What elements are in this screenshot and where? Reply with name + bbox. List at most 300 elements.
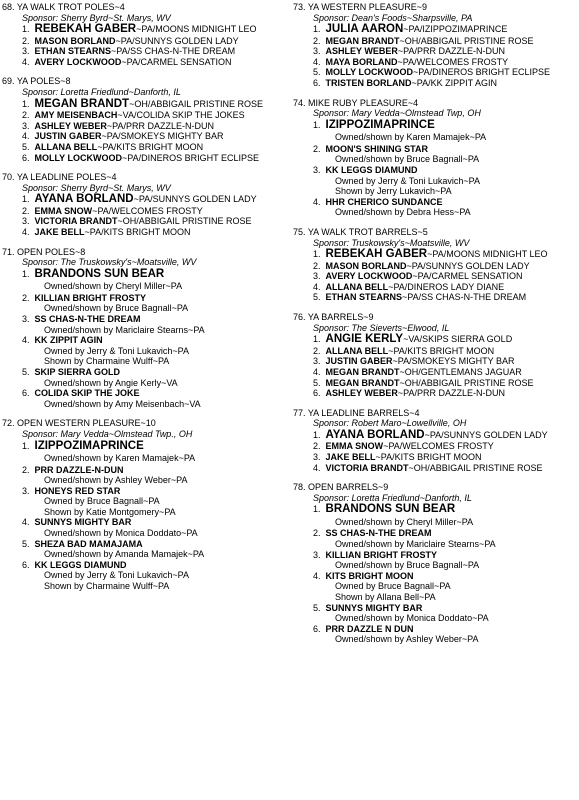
entry-owner-detail: Shown by Charmaine Wulff~PA — [44, 356, 170, 367]
placing-line — [2, 335, 290, 346]
placing-item — [2, 206, 290, 217]
placing-list — [293, 248, 577, 303]
placing-line — [293, 356, 577, 367]
entry-name: SHEZA BAD MAMAJAMA — [34, 538, 143, 549]
entry-name: IZIPPOZIMAPRINCE — [34, 439, 144, 452]
placing-line — [293, 346, 577, 357]
class-title: 77. YA LEADLINE BARRELS~4 — [293, 407, 420, 418]
placing-item — [2, 121, 290, 132]
placing-line — [2, 465, 290, 476]
placing-line — [2, 98, 290, 111]
class-sponsor: Sponsor: The Truskowsky's~Moatsville, WV — [22, 257, 197, 268]
placing-list — [2, 23, 290, 67]
placing-line — [293, 119, 577, 132]
class-sponsor: Sponsor: Mary Vedda~Olmstead Twp, OH — [313, 108, 481, 119]
entry-horse: ~PA/MOONS MIDNIGHT LEO — [136, 24, 257, 35]
placing-number: 3. — [313, 356, 321, 367]
class-result — [2, 418, 290, 591]
entry-name: KK LEGGS DIAMUND — [34, 559, 127, 570]
placing-line — [2, 110, 290, 121]
entry-name: HHR CHERICO SUNDANCE — [325, 196, 443, 207]
placing-list — [2, 193, 290, 237]
class-sponsor: Sponsor: Sherry Byrd~St. Marys, WV — [22, 182, 171, 193]
placing-number: 2. — [22, 292, 30, 303]
placing-line — [293, 144, 577, 155]
placing-number: 4. — [22, 335, 30, 346]
placing-number: 6. — [22, 388, 30, 399]
placing-number: 5. — [313, 67, 321, 78]
placing-number: 4. — [22, 56, 30, 67]
entry-owner-detail: Shown by Allana Bell~PA — [335, 591, 436, 602]
class-title: 69. YA POLES~8 — [2, 76, 71, 87]
placing-number: 2. — [22, 205, 30, 216]
entry-owner-detail: Shown by Katie Montgomery~PA — [44, 506, 176, 517]
entry-name: KILLIAN BRIGHT FROSTY — [325, 549, 438, 560]
placing-list — [293, 429, 577, 473]
placing-item — [293, 624, 577, 645]
results-column-left — [2, 2, 290, 601]
placing-item — [2, 486, 290, 518]
class-sponsor: Sponsor: Robert Maro~Lowellville, OH — [313, 418, 467, 429]
placing-line — [293, 292, 577, 303]
placing-line — [293, 503, 577, 516]
placing-item — [293, 23, 577, 36]
placing-line — [293, 528, 577, 539]
placing-number: 4. — [22, 227, 30, 237]
placing-item — [293, 429, 577, 442]
entry-horse: ~VA/SKIPS SIERRA GOLD — [403, 334, 513, 345]
class-result — [293, 2, 577, 89]
entry-name: ETHAN STEARNS — [325, 292, 403, 303]
entry-owner-detail: Owned/shown by Cheryl Miller~PA — [44, 281, 183, 292]
entry-horse: ~PA/CARMEL SENSATION — [121, 56, 232, 67]
placing-item — [2, 153, 290, 164]
placing-item — [2, 46, 290, 57]
placing-number: 1. — [313, 24, 321, 35]
entry-name: EMMA SNOW — [34, 205, 93, 216]
placing-line — [293, 67, 577, 78]
placing-item — [293, 46, 577, 57]
class-result — [293, 312, 577, 399]
placing-line — [2, 36, 290, 47]
entry-name: SS CHAS-N-THE DREAM — [325, 528, 432, 539]
entry-name: AYANA BORLAND — [325, 428, 425, 441]
placing-number: 2. — [22, 35, 30, 46]
placing-line — [293, 452, 577, 463]
entry-owner-detail: Owned/shown by Karen Mamajek~PA — [335, 132, 487, 143]
placing-line — [293, 248, 577, 261]
placing-item — [2, 193, 290, 206]
class-title: 76. YA BARRELS~9 — [293, 312, 374, 323]
entry-name: MEGAN BRANDT — [325, 35, 400, 46]
placing-list — [293, 333, 577, 398]
placing-item — [2, 142, 290, 153]
entry-name: MOLLY LOCKWOOD — [34, 152, 123, 163]
placing-line — [293, 271, 577, 282]
entry-owner-detail: Owned/shown by Amanda Mamajek~PA — [44, 549, 205, 560]
placing-item — [293, 388, 577, 399]
entry-name: ASHLEY WEBER — [325, 46, 398, 57]
placing-line — [2, 23, 290, 36]
placing-number: 4. — [313, 570, 321, 581]
entry-owner-detail: Owned/shown by Monica Doddato~PA — [335, 613, 489, 624]
entry-owner-detail: Owned/shown by Ashley Weber~PA — [44, 475, 188, 486]
placing-number: 1. — [22, 440, 30, 451]
entry-owner-detail: Owned/shown by Bruce Bagnall~PA — [335, 560, 480, 571]
placing-number: 4. — [313, 366, 321, 377]
placing-item — [2, 560, 290, 592]
entry-name: AVERY LOCKWOOD — [325, 271, 413, 282]
placing-item — [2, 98, 290, 111]
placing-item — [293, 119, 577, 144]
entry-owner-detail: Owned/shown by Bruce Bagnall~PA — [44, 303, 189, 314]
placing-number: 6. — [313, 623, 321, 634]
placing-item — [2, 110, 290, 121]
entry-name: KK ZIPPIT AGIN — [34, 335, 103, 346]
class-result — [2, 76, 290, 163]
entry-name: SKIP SIERRA GOLD — [34, 366, 121, 377]
entry-horse: ~PA/SUNNYS GOLDEN LADY — [115, 35, 239, 46]
placing-item — [293, 333, 577, 346]
class-sponsor: Sponsor: Mary Vedda~Olmstead Twp., OH — [22, 428, 193, 439]
placing-number: 2. — [313, 528, 321, 539]
entry-owner-detail: Owned/shown by Angie Kerly~VA — [44, 377, 178, 388]
placing-number: 1. — [22, 194, 30, 205]
entry-name: ASHLEY WEBER — [34, 120, 107, 131]
placing-number: 3. — [313, 452, 321, 462]
placing-line — [2, 486, 290, 497]
placing-line — [2, 268, 290, 281]
entry-name: ALLANA BELL — [325, 281, 389, 292]
placing-line — [293, 57, 577, 68]
entry-horse: ~PA/SS CHAS-N-THE DREAM — [402, 292, 527, 303]
placing-line — [2, 539, 290, 550]
entry-name: PRR DAZZLE N DUN — [325, 623, 414, 634]
placing-line — [2, 367, 290, 378]
entry-name: ETHAN STEARNS — [34, 46, 112, 57]
entry-name: PRR DAZZLE-N-DUN — [34, 464, 124, 475]
placing-line — [293, 463, 577, 474]
placing-item — [293, 503, 577, 528]
class-sponsor: Sponsor: Loretta Friedlund~Danforth, IL — [313, 492, 472, 503]
placing-number: 3. — [313, 271, 321, 282]
entry-name: MEGAN BRANDT — [325, 377, 400, 388]
entry-name: VICTORIA BRANDT — [34, 216, 118, 227]
class-sponsor: Sponsor: The Sieverts~Elwood, IL — [313, 322, 450, 333]
class-title: 75. YA WALK TROT BARRELS~5 — [293, 227, 428, 237]
class-result — [293, 98, 577, 218]
placing-item — [2, 293, 290, 314]
placing-item — [293, 261, 577, 272]
entry-name: JAKE BELL — [34, 227, 85, 237]
placing-number: 3. — [313, 165, 321, 176]
class-title: 78. OPEN BARRELS~9 — [293, 482, 389, 493]
class-result — [2, 247, 290, 410]
placing-item — [2, 268, 290, 293]
placing-number: 6. — [22, 152, 30, 163]
class-sponsor: Sponsor: Dean's Foods~Sharpsville, PA — [313, 12, 473, 23]
entry-name: BRANDONS SUN BEAR — [325, 503, 456, 516]
placing-number: 4. — [313, 462, 321, 473]
placing-line — [293, 388, 577, 399]
class-title: 70. YA LEADLINE POLES~4 — [2, 172, 117, 183]
placing-number: 4. — [313, 56, 321, 67]
entry-name: JULIA AARON — [325, 23, 404, 36]
placing-item — [293, 78, 577, 89]
placing-line — [293, 78, 577, 89]
entry-horse: ~PA/KITS BRIGHT MOON — [388, 345, 495, 356]
placing-number: 2. — [313, 35, 321, 46]
placing-list — [2, 440, 290, 592]
class-result — [293, 408, 577, 473]
entry-name: AMY MEISENBACH — [34, 110, 118, 121]
placing-number: 2. — [313, 143, 321, 154]
entry-owner-detail: Owned/shown by Amy Meisenbach~VA — [44, 398, 201, 409]
entry-horse: ~PA/DINEROS LADY DIANE — [388, 281, 505, 292]
placing-item — [293, 550, 577, 571]
placing-item — [2, 440, 290, 465]
placing-line — [2, 388, 290, 399]
class-title: 71. OPEN POLES~8 — [2, 246, 86, 257]
placing-item — [293, 165, 577, 197]
entry-horse: ~PA/WELCOMES FROSTY — [92, 205, 203, 216]
placing-list — [2, 268, 290, 410]
placing-line — [293, 603, 577, 614]
entry-owner-detail: Owned/shown by Monica Doddato~PA — [44, 528, 198, 539]
placing-line — [2, 131, 290, 142]
placing-item — [293, 57, 577, 68]
placing-line — [2, 517, 290, 528]
placing-item — [293, 356, 577, 367]
entry-name: REBEKAH GABER — [325, 248, 428, 261]
entry-name: MOON'S SHINING STAR — [325, 143, 428, 154]
entry-name: MASON BORLAND — [34, 35, 116, 46]
entry-horse: ~PA/SMOKEYS MIGHTY BAR — [101, 131, 224, 142]
placing-number: 4. — [22, 131, 30, 142]
entry-name: JUSTIN GABER — [325, 356, 393, 367]
entry-horse: ~PA/KITS BRIGHT MOON — [375, 452, 482, 462]
placing-number: 1. — [313, 429, 321, 440]
entry-name: REBEKAH GABER — [34, 23, 137, 36]
placing-item — [293, 603, 577, 624]
placing-line — [293, 367, 577, 378]
entry-name: VICTORIA BRANDT — [325, 462, 409, 473]
placing-item — [2, 23, 290, 36]
placing-number: 1. — [313, 504, 321, 515]
placing-number: 1. — [313, 249, 321, 260]
placing-item — [2, 131, 290, 142]
placing-number: 6. — [313, 78, 321, 89]
entry-horse: ~OH/ABBIGAIL PRISTINE ROSE — [129, 98, 264, 109]
placing-item — [2, 227, 290, 238]
placing-item — [293, 463, 577, 474]
entry-name: TRISTEN BORLAND — [325, 78, 412, 89]
placing-number: 1. — [22, 24, 30, 35]
placing-number: 6. — [313, 388, 321, 399]
entry-horse: ~OH/ABBIGAIL PRISTINE ROSE — [408, 462, 543, 473]
class-result — [293, 227, 577, 303]
entry-horse: ~OH/ABBIGAIL PRISTINE ROSE — [399, 35, 534, 46]
entry-name: MEGAN BRANDT — [34, 97, 130, 110]
entry-name: JUSTIN GABER — [34, 131, 102, 142]
class-title: 74. MIKE RUBY PLEASURE~4 — [293, 97, 419, 108]
placing-item — [2, 57, 290, 68]
placing-number: 1. — [22, 268, 30, 279]
entry-name: MOLLY LOCKWOOD — [325, 67, 414, 78]
placing-item — [293, 346, 577, 357]
class-title: 72. OPEN WESTERN PLEASURE~10 — [2, 418, 156, 429]
placing-line — [293, 441, 577, 452]
placing-number: 4. — [22, 517, 30, 528]
entry-owner-detail: Owned by Jerry & Toni Lukavich~PA — [335, 175, 480, 186]
placing-number: 2. — [22, 110, 30, 121]
entry-horse: ~PA/SUNNYS GOLDEN LADY — [424, 429, 548, 440]
entry-name: IZIPPOZIMAPRINCE — [325, 118, 435, 131]
entry-horse: ~PA/PRR DAZZLE-N-DUN — [397, 388, 505, 399]
entry-name: AVERY LOCKWOOD — [34, 56, 122, 67]
placing-item — [2, 465, 290, 486]
placing-line — [2, 46, 290, 57]
placing-number: 2. — [313, 260, 321, 271]
entry-owner-detail: Owned/shown by Cheryl Miller~PA — [335, 516, 474, 527]
placing-number: 3. — [22, 216, 30, 227]
placing-line — [293, 378, 577, 389]
placing-item — [293, 441, 577, 452]
entry-horse: ~PA/KK ZIPPIT AGIN — [411, 78, 497, 89]
entry-name: MAYA BORLAND — [325, 56, 398, 67]
entry-owner-detail: Owned by Jerry & Toni Lukavich~PA — [44, 570, 189, 581]
entry-name: KILLIAN BRIGHT FROSTY — [34, 292, 147, 303]
placing-item — [293, 248, 577, 261]
placing-number: 1. — [313, 334, 321, 345]
entry-name: AYANA BORLAND — [34, 193, 134, 206]
entry-name: MASON BORLAND — [325, 260, 407, 271]
entry-name: SS CHAS-N-THE DREAM — [34, 313, 141, 324]
placing-number: 5. — [313, 602, 321, 613]
placing-line — [293, 571, 577, 582]
placing-line — [293, 165, 577, 176]
placing-item — [2, 539, 290, 560]
placing-number: 5. — [22, 538, 30, 549]
placing-item — [2, 314, 290, 335]
placing-line — [2, 206, 290, 217]
placing-line — [2, 216, 290, 227]
placing-number: 1. — [22, 98, 30, 109]
placing-list — [293, 23, 577, 88]
entry-name: BRANDONS SUN BEAR — [34, 267, 165, 280]
entry-owner-detail: Owned/shown by Karen Mamajek~PA — [44, 453, 196, 463]
placing-line — [2, 153, 290, 164]
placing-line — [2, 142, 290, 153]
entry-horse: ~PA/SUNNYS GOLDEN LADY — [406, 260, 530, 271]
entry-name: COLIDA SKIP THE JOKE — [34, 388, 140, 399]
placing-line — [2, 227, 290, 238]
placing-number: 3. — [22, 46, 30, 57]
entry-name: KK LEGGS DIAMUND — [325, 165, 418, 176]
entry-name: SUNNYS MIGHTY BAR — [34, 517, 132, 528]
placing-number: 3. — [313, 549, 321, 560]
placing-item — [293, 36, 577, 47]
class-result — [2, 2, 290, 67]
entry-owner-detail: Owned by Jerry & Toni Lukavich~PA — [44, 345, 189, 356]
placing-line — [2, 293, 290, 304]
entry-horse: ~PA/MOONS MIDNIGHT LEO — [427, 249, 548, 260]
placing-number: 1. — [313, 119, 321, 130]
entry-owner-detail: Owned/shown by Bruce Bagnall~PA — [335, 154, 480, 165]
entry-owner-detail: Owned by Bruce Bagnall~PA — [335, 581, 451, 592]
placing-line — [2, 314, 290, 325]
placing-number: 2. — [313, 345, 321, 356]
entry-name: ANGIE KERLY — [325, 333, 404, 346]
entry-horse: ~PA/SUNNYS GOLDEN LADY — [133, 194, 257, 205]
class-sponsor: Sponsor: Loretta Friedlund~Danforth, IL — [22, 87, 181, 98]
entry-name: KITS BRIGHT MOON — [325, 570, 414, 581]
placing-list — [293, 503, 577, 645]
entry-horse: ~PA/DINEROS BRIGHT ECLIPSE — [122, 152, 259, 163]
placing-number: 3. — [22, 485, 30, 496]
entry-name: ASHLEY WEBER — [325, 388, 398, 399]
placing-item — [293, 271, 577, 282]
placing-item — [2, 517, 290, 538]
entry-name: SUNNYS MIGHTY BAR — [325, 602, 423, 613]
placing-number: 3. — [313, 46, 321, 57]
placing-number: 5. — [313, 292, 321, 303]
placing-line — [293, 333, 577, 346]
class-result — [293, 482, 577, 645]
placing-item — [293, 378, 577, 389]
placing-line — [293, 282, 577, 293]
placing-number: 4. — [313, 281, 321, 292]
placing-line — [2, 560, 290, 571]
entry-horse: ~PA/PRR DAZZLE-N-DUN — [106, 120, 214, 131]
placing-item — [293, 282, 577, 293]
placing-item — [293, 367, 577, 378]
placing-line — [293, 261, 577, 272]
placing-item — [2, 216, 290, 227]
placing-item — [2, 36, 290, 47]
results-column-right — [293, 2, 577, 654]
placing-list — [2, 98, 290, 163]
placing-number: 2. — [22, 464, 30, 475]
placing-line — [293, 624, 577, 635]
placing-line — [293, 36, 577, 47]
entry-horse: ~PA/WELCOMES FROSTY — [397, 56, 509, 67]
entry-horse: ~PA/SMOKEYS MIGHTY BAR — [392, 356, 515, 367]
placing-item — [293, 292, 577, 303]
class-sponsor: Sponsor: Truskowsky's~Moatsville, WV — [313, 237, 470, 248]
placing-item — [293, 452, 577, 463]
placing-line — [293, 46, 577, 57]
entry-name: EMMA SNOW — [325, 441, 384, 452]
class-title: 68. YA WALK TROT POLES~4 — [2, 2, 125, 12]
entry-name: HONEYS RED STAR — [34, 485, 121, 496]
placing-number: 5. — [22, 366, 30, 377]
placing-line — [293, 550, 577, 561]
entry-horse: ~OH/ABBIGAIL PRISTINE ROSE — [399, 377, 534, 388]
placing-number: 2. — [313, 441, 321, 452]
entry-horse: ~PA/CARMEL SENSATION — [412, 271, 523, 282]
entry-horse: ~PA/SS CHAS-N-THE DREAM — [111, 46, 236, 57]
class-sponsor: Sponsor: Sherry Byrd~St. Marys, WV — [22, 12, 171, 23]
placing-number: 5. — [22, 141, 30, 152]
class-title: 73. YA WESTERN PLEASURE~9 — [293, 2, 427, 12]
entry-owner-detail: Owned/shown by Debra Hess~PA — [335, 207, 471, 218]
entry-horse: ~OH/GENTLEMANS JAGUAR — [399, 366, 522, 377]
placing-line — [2, 121, 290, 132]
entry-owner-detail: Owned by Bruce Bagnall~PA — [44, 496, 160, 507]
entry-name: ALLANA BELL — [34, 141, 98, 152]
entry-owner-detail: Owned/shown by Mariclaire Stearns~PA — [44, 324, 205, 335]
